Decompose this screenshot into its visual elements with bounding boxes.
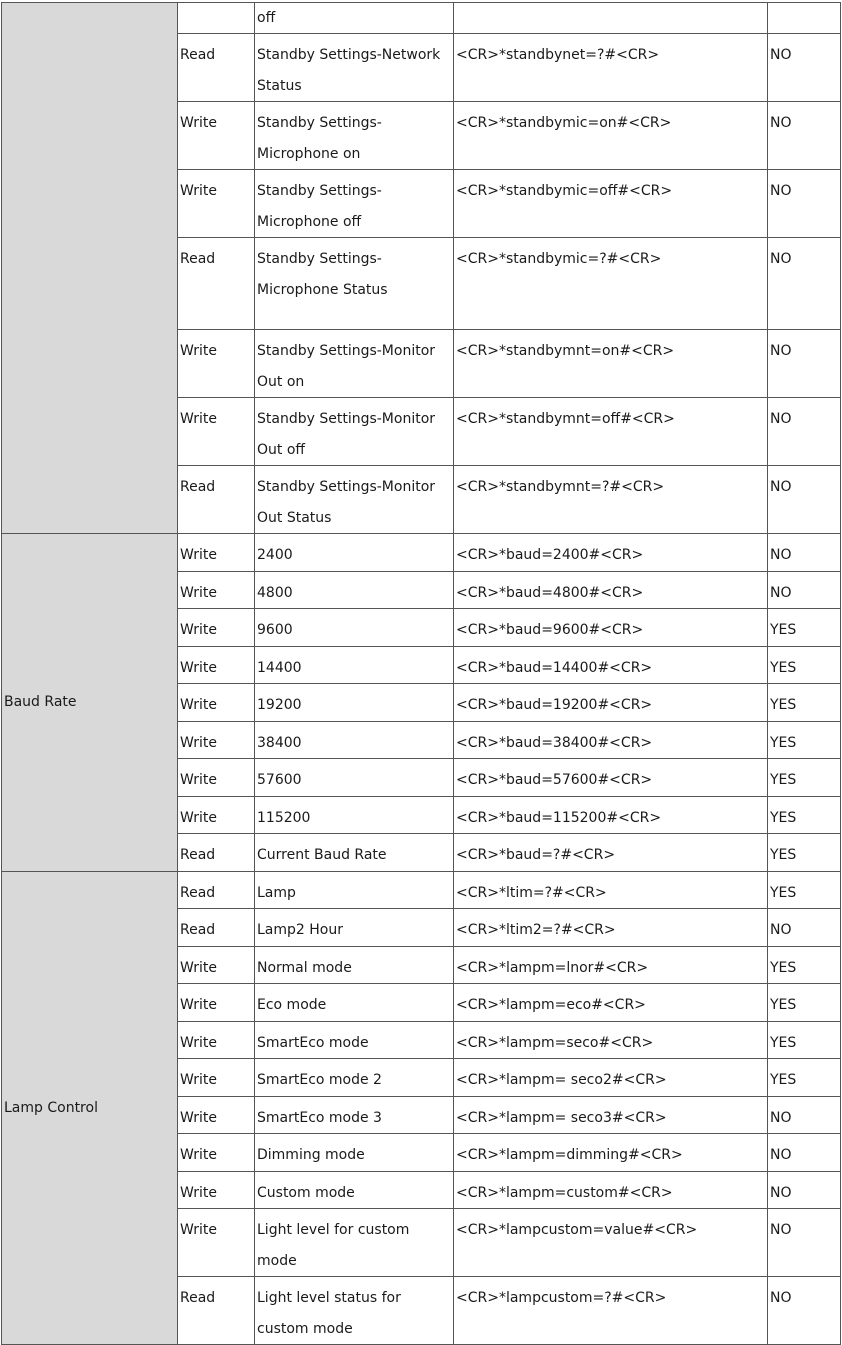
cell-function: Standby Settings-Monitor Out off	[255, 398, 454, 466]
cell-function: Standby Settings-Microphone Status	[255, 238, 454, 330]
cell-type: Write	[178, 1171, 255, 1209]
cell-type: Write	[178, 534, 255, 572]
cell-support: YES	[768, 834, 841, 872]
cell-function: Standby Settings-Microphone on	[255, 102, 454, 170]
cell-type: Write	[178, 398, 255, 466]
cell-function: Standby Settings-Monitor Out on	[255, 330, 454, 398]
cell-function: Standby Settings-Microphone off	[255, 170, 454, 238]
cell-command: <CR>*standbymnt=?#<CR>	[454, 466, 768, 534]
cell-type: Write	[178, 646, 255, 684]
cell-function: SmartEco mode 3	[255, 1096, 454, 1134]
cell-command: <CR>*lampm=seco#<CR>	[454, 1021, 768, 1059]
cell-type: Write	[178, 102, 255, 170]
cell-support: NO	[768, 1134, 841, 1172]
cell-type: Write	[178, 571, 255, 609]
cell-command: <CR>*baud=9600#<CR>	[454, 609, 768, 647]
cell-command: <CR>*ltim2=?#<CR>	[454, 909, 768, 947]
cell-type: Write	[178, 684, 255, 722]
cell-support: YES	[768, 609, 841, 647]
group-cell-lamp-control: Lamp Control	[2, 871, 178, 1345]
cell-type: Read	[178, 466, 255, 534]
cell-support: NO	[768, 330, 841, 398]
cell-support: NO	[768, 238, 841, 330]
cell-support: NO	[768, 1209, 841, 1277]
cell-support: YES	[768, 759, 841, 797]
cell-type: Write	[178, 721, 255, 759]
cell-function: 19200	[255, 684, 454, 722]
cell-support: YES	[768, 1059, 841, 1097]
cell-function: Normal mode	[255, 946, 454, 984]
cell-command: <CR>*standbymnt=off#<CR>	[454, 398, 768, 466]
cell-type: Write	[178, 1021, 255, 1059]
cell-support: YES	[768, 646, 841, 684]
table-row	[2, 3, 841, 34]
cell-command: <CR>*baud=?#<CR>	[454, 834, 768, 872]
cell-type: Write	[178, 330, 255, 398]
cell-command: <CR>*lampm=custom#<CR>	[454, 1171, 768, 1209]
cell-command: <CR>*baud=38400#<CR>	[454, 721, 768, 759]
cell-function: Dimming mode	[255, 1134, 454, 1172]
cell-support: YES	[768, 871, 841, 909]
cell-support: YES	[768, 684, 841, 722]
cell-function: 2400	[255, 534, 454, 572]
cell-type	[178, 3, 255, 34]
cell-command: <CR>*baud=115200#<CR>	[454, 796, 768, 834]
cell-support: NO	[768, 909, 841, 947]
cell-function: SmartEco mode 2	[255, 1059, 454, 1097]
cell-support: YES	[768, 984, 841, 1022]
cell-command: <CR>*standbymic=off#<CR>	[454, 170, 768, 238]
cell-support: NO	[768, 102, 841, 170]
cell-type: Write	[178, 1096, 255, 1134]
cell-support: NO	[768, 571, 841, 609]
cell-function: 38400	[255, 721, 454, 759]
cell-function: Lamp2 Hour	[255, 909, 454, 947]
cell-function: Lamp	[255, 871, 454, 909]
cell-function: 57600	[255, 759, 454, 797]
cell-support: NO	[768, 170, 841, 238]
cell-support: NO	[768, 398, 841, 466]
table-body	[2, 3, 841, 1345]
cell-support: YES	[768, 721, 841, 759]
cell-command: <CR>*standbymnt=on#<CR>	[454, 330, 768, 398]
cell-command: <CR>*baud=14400#<CR>	[454, 646, 768, 684]
cell-type: Read	[178, 1277, 255, 1345]
cell-support	[768, 3, 841, 34]
cell-command: <CR>*lampm= seco3#<CR>	[454, 1096, 768, 1134]
cell-type: Write	[178, 1209, 255, 1277]
table-row	[2, 871, 841, 909]
cell-command: <CR>*baud=4800#<CR>	[454, 571, 768, 609]
cell-function: Light level for custom mode	[255, 1209, 454, 1277]
group-cell-standby-settings	[2, 3, 178, 534]
cell-command	[454, 3, 768, 34]
cell-type: Read	[178, 238, 255, 330]
cell-function: Custom mode	[255, 1171, 454, 1209]
cell-function: Eco mode	[255, 984, 454, 1022]
cell-function: Light level status for custom mode	[255, 1277, 454, 1345]
cell-function: Current Baud Rate	[255, 834, 454, 872]
cell-function: 115200	[255, 796, 454, 834]
cell-type: Write	[178, 1059, 255, 1097]
cell-type: Read	[178, 909, 255, 947]
cell-command: <CR>*ltim=?#<CR>	[454, 871, 768, 909]
cell-support: NO	[768, 534, 841, 572]
cell-command: <CR>*lampm=dimming#<CR>	[454, 1134, 768, 1172]
rs232-command-table	[1, 2, 841, 1345]
cell-command: <CR>*baud=2400#<CR>	[454, 534, 768, 572]
cell-type: Write	[178, 1134, 255, 1172]
cell-support: NO	[768, 1171, 841, 1209]
cell-support: YES	[768, 796, 841, 834]
cell-type: Write	[178, 759, 255, 797]
cell-command: <CR>*lampm=eco#<CR>	[454, 984, 768, 1022]
cell-command: <CR>*standbymic=on#<CR>	[454, 102, 768, 170]
table-row	[2, 534, 841, 572]
cell-function: Standby Settings-Network Status	[255, 34, 454, 102]
cell-support: YES	[768, 946, 841, 984]
cell-command: <CR>*lampcustom=?#<CR>	[454, 1277, 768, 1345]
cell-type: Write	[178, 609, 255, 647]
cell-command: <CR>*lampm=lnor#<CR>	[454, 946, 768, 984]
cell-type: Read	[178, 834, 255, 872]
cell-function: Standby Settings-Monitor Out Status	[255, 466, 454, 534]
cell-command: <CR>*baud=19200#<CR>	[454, 684, 768, 722]
cell-type: Write	[178, 984, 255, 1022]
cell-support: NO	[768, 1277, 841, 1345]
cell-command: <CR>*lampm= seco2#<CR>	[454, 1059, 768, 1097]
cell-support: YES	[768, 1021, 841, 1059]
cell-type: Read	[178, 34, 255, 102]
group-cell-baud-rate: Baud Rate	[2, 534, 178, 872]
cell-command: <CR>*standbymic=?#<CR>	[454, 238, 768, 330]
cell-type: Write	[178, 170, 255, 238]
cell-command: <CR>*lampcustom=value#<CR>	[454, 1209, 768, 1277]
cell-type: Read	[178, 871, 255, 909]
cell-type: Write	[178, 796, 255, 834]
cell-function: SmartEco mode	[255, 1021, 454, 1059]
cell-function: off	[255, 3, 454, 34]
cell-support: NO	[768, 34, 841, 102]
cell-type: Write	[178, 946, 255, 984]
cell-support: NO	[768, 1096, 841, 1134]
cell-function: 14400	[255, 646, 454, 684]
cell-function: 9600	[255, 609, 454, 647]
cell-function: 4800	[255, 571, 454, 609]
cell-support: NO	[768, 466, 841, 534]
cell-command: <CR>*baud=57600#<CR>	[454, 759, 768, 797]
cell-command: <CR>*standbynet=?#<CR>	[454, 34, 768, 102]
